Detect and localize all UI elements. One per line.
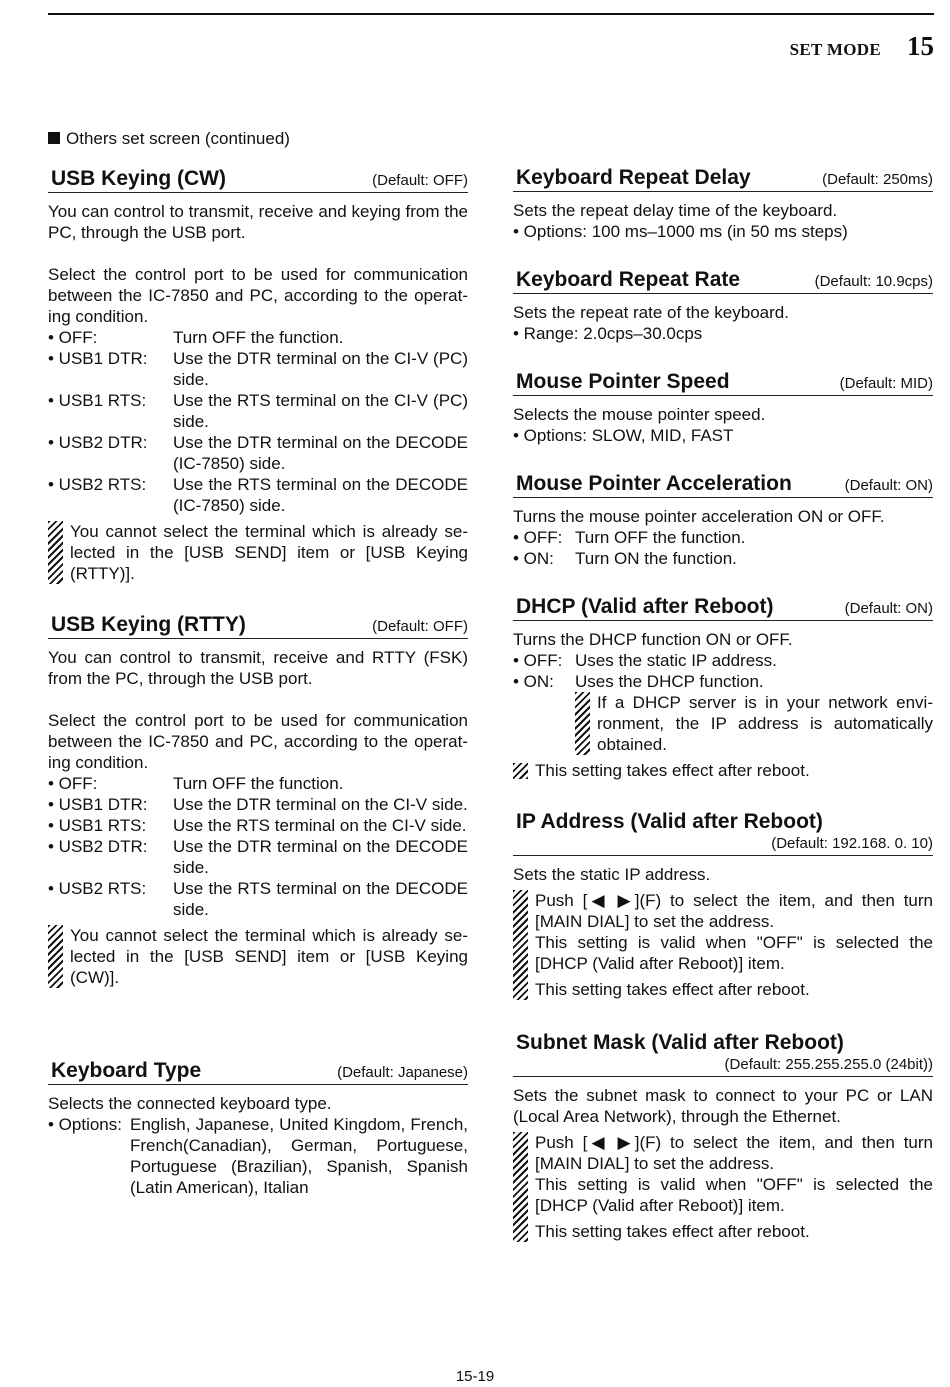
heading-title: Mouse Pointer Speed <box>516 370 730 393</box>
caution-hatch-icon <box>513 1132 528 1242</box>
section-heading <box>513 811 933 856</box>
intro-text: You can control to transmit, receive and keying from the PC, through the USB port. <box>48 202 468 242</box>
heading-title: Mouse Pointer Acceleration <box>516 472 792 495</box>
caution-note: You cannot select the terminal which is already se-lected in the [USB SEND] item or [USB Keying (CW)]. <box>48 925 468 988</box>
section-title: SET MODE <box>789 40 881 59</box>
top-rule <box>48 13 934 15</box>
square-bullet-icon <box>48 132 60 144</box>
option-row: • USB2 RTS: Use the RTS terminal on the DECODE side. <box>48 879 468 919</box>
section-heading <box>513 473 933 498</box>
heading-title: Keyboard Repeat Rate <box>516 268 741 291</box>
running-head <box>790 31 934 62</box>
option-row: • OFF: Turn OFF the function. <box>513 528 746 547</box>
heading-title: USB Keying (RTTY) <box>51 613 246 636</box>
heading-default: (Default: ON) <box>844 600 933 617</box>
section-heading <box>513 269 933 294</box>
heading-default: (Default: OFF) <box>372 618 468 635</box>
heading-title: Keyboard Type <box>51 1059 202 1082</box>
option-row: • USB2 RTS: Use the RTS terminal on the DECODE (IC-7850) side. <box>48 475 468 515</box>
caution-hatch-icon <box>48 925 63 988</box>
option-row: • USB1 DTR: Use the DTR terminal on the CI-V side. <box>48 795 468 814</box>
select-text: Select the control port to be used for communication between the IC-7850 and PC, according to the operat-ing condition. <box>48 711 468 772</box>
page-number: 15-19 <box>455 1368 495 1385</box>
section-heading <box>513 167 933 192</box>
mouse-pointer-acceleration-section: Mouse Pointer Acceleration (Default: ON) Turns the mouse pointer acceleration ON or OFF. • OFF: Turn OFF the function. • ON: Turn ON the function. <box>513 472 933 568</box>
section-heading <box>48 1060 468 1085</box>
option-row: • USB2 DTR: Use the DTR terminal on the DECODE (IC-7850) side. <box>48 433 468 473</box>
option-row: • ON: Turn ON the function. <box>513 549 737 568</box>
option-row: • USB1 RTS: Use the RTS terminal on the CI-V (PC) side. <box>48 391 468 431</box>
caution-hatch-icon <box>513 763 528 779</box>
heading-default: (Default: 250ms) <box>822 171 933 188</box>
option-row: • USB2 DTR: Use the DTR terminal on the DECODE side. <box>48 837 468 877</box>
section-heading <box>48 168 468 193</box>
section-heading <box>513 371 933 396</box>
subnet-notes: Push [◀ ▶](F) to select the item, and then turn [MAIN DIAL] to set the address. This setting is valid when "OFF" is selected the [DHCP (Valid after Reboot)] item. This setting takes effect after reboot. <box>513 1132 933 1242</box>
dhcp-sub-note: If a DHCP server is in your network envi-ronment, the IP address is automatically obtained. <box>575 692 933 755</box>
mouse-pointer-speed-section: Mouse Pointer Speed (Default: MID) Selects the mouse pointer speed. • Options: SLOW, MID, FAST <box>513 370 933 445</box>
option-row: • OFF: Turn OFF the function. <box>48 774 344 793</box>
section-heading <box>513 1032 933 1077</box>
heading-default: (Default: Japanese) <box>337 1064 468 1081</box>
intro-text: Selects the connected keyboard type. <box>48 1094 332 1113</box>
caution-hatch-icon <box>48 521 63 584</box>
option-row: • OFF: Uses the static IP address. <box>513 651 777 670</box>
caution-note: You cannot select the terminal which is already se-lected in the [USB SEND] item or [USB Keying (RTTY)]. <box>48 521 468 584</box>
heading-title: Keyboard Repeat Delay <box>516 166 751 189</box>
heading-default: (Default: OFF) <box>372 172 468 189</box>
heading-default: (Default: MID) <box>839 375 933 392</box>
heading-default: (Default: ON) <box>844 477 933 494</box>
heading-default: (Default: 192.168. 0. 10) <box>771 835 933 852</box>
intro-text: You can control to transmit, receive and RTTY (FSK) from the PC, through the USB port. <box>48 648 468 688</box>
option-row: • OFF: Turn OFF the function. <box>48 328 344 347</box>
section-heading <box>48 614 468 639</box>
usb-keying-rtty-section <box>48 614 468 988</box>
keyboard-repeat-delay-section: Keyboard Repeat Delay (Default: 250ms) Sets the repeat delay time of the keyboard. • Options: 100 ms–1000 ms (in 50 ms steps) <box>513 166 933 241</box>
heading-title: Subnet Mask (Valid after Reboot) <box>516 1031 844 1054</box>
section-heading <box>513 596 933 621</box>
option-row: • Options: English, Japanese, United Kingdom, French, French(Canadian), German, Portuguese, Portuguese (Brazilian), Spanish, Spanish (Latin American), Italian <box>48 1115 468 1197</box>
option-row: • USB1 RTS: Use the RTS terminal on the CI-V side. <box>48 816 467 835</box>
heading-title: DHCP (Valid after Reboot) <box>516 595 774 618</box>
caution-hatch-icon <box>513 890 528 1000</box>
option-row: • USB1 DTR: Use the DTR terminal on the CI-V (PC) side. <box>48 349 468 389</box>
caution-hatch-icon <box>575 692 590 755</box>
ip-address-section: IP Address (Valid after Reboot) (Default: 192.168. 0. 10) Sets the static IP address. Push [◀ ▶](F) to select the item, and then turn [MAIN DIAL] to set the address. This setting is valid when "OFF" is selected the [DHCP (Valid after Reboot)] item. This setting takes effect after reboot. <box>513 810 933 999</box>
subnet-mask-section: Subnet Mask (Valid after Reboot) (Default: 255.255.255.0 (24bit)) Sets the subnet mask to connect to your PC or LAN (Local Area Network), through the Ethernet. Push [◀ ▶](F) to select the item, and then turn [MAIN DIAL] to set the address. This setting is valid when "OFF" is selected the [DHCP (Valid after Reboot)] item. This setting takes effect after reboot. <box>513 1031 933 1241</box>
dhcp-section: DHCP (Valid after Reboot) (Default: ON) Turns the DHCP function ON or OFF. • OFF: Uses the static IP address. • ON: Uses the DHCP function. If a DHCP server is in your network envi-ronment, the IP address is automatically obtained. This setting takes effect after reboot. <box>513 595 933 780</box>
heading-default: (Default: 255.255.255.0 (24bit)) <box>724 1056 933 1073</box>
option-row: • ON: Uses the DHCP function. <box>513 672 764 691</box>
keyboard-type-section <box>48 1060 468 1198</box>
heading-title: IP Address (Valid after Reboot) <box>516 810 823 833</box>
ip-notes: Push [◀ ▶](F) to select the item, and then turn [MAIN DIAL] to set the address. This setting is valid when "OFF" is selected the [DHCP (Valid after Reboot)] item. This setting takes effect after reboot. <box>513 890 933 1000</box>
heading-default: (Default: 10.9cps) <box>814 273 933 290</box>
continued-note: Others set screen (continued) <box>48 129 290 149</box>
heading-title: USB Keying (CW) <box>51 167 226 190</box>
chapter-number: 15 <box>907 31 934 61</box>
select-text: Select the control port to be used for communication between the IC-7850 and PC, according to the operat-ing condition. <box>48 265 468 326</box>
reboot-note: This setting takes effect after reboot. <box>513 760 933 781</box>
usb-keying-cw-section <box>48 168 468 584</box>
keyboard-repeat-rate-section: Keyboard Repeat Rate (Default: 10.9cps) Sets the repeat rate of the keyboard. • Range: 2.0cps–30.0cps <box>513 268 933 343</box>
